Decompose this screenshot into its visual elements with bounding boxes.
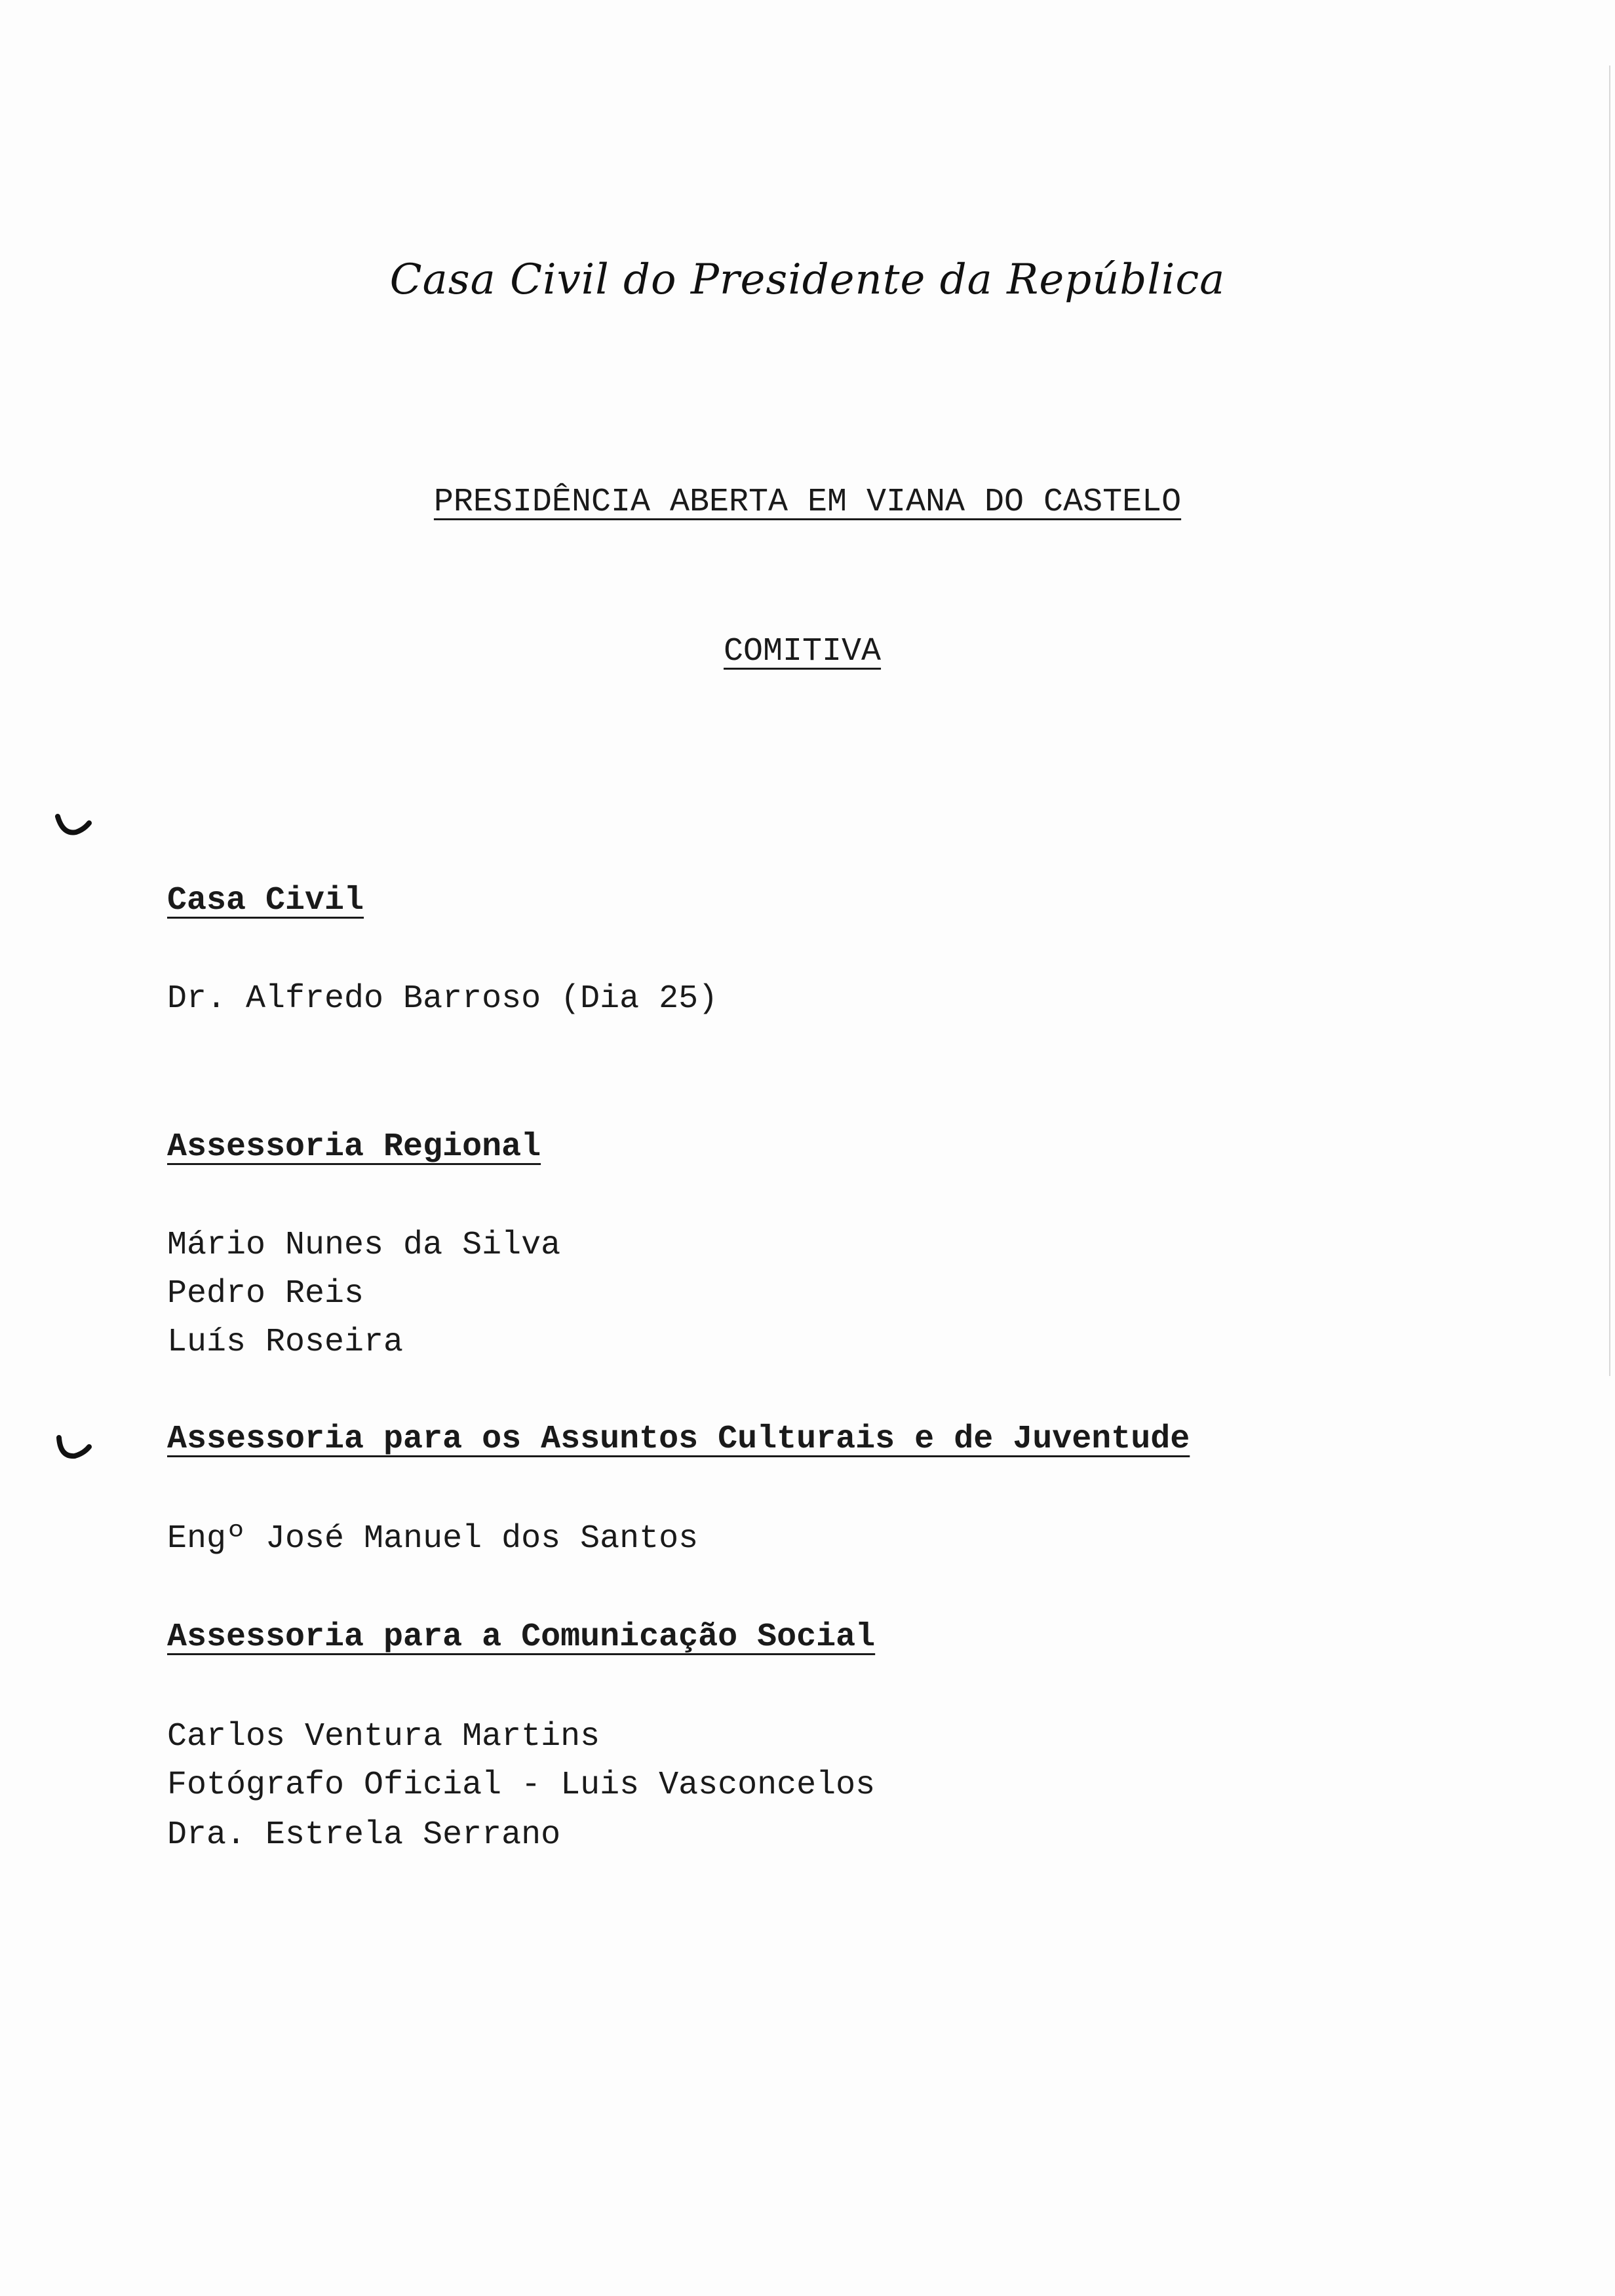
section-entry: Dr. Alfredo Barroso (Dia 25) xyxy=(167,980,718,1018)
document-title xyxy=(0,484,1615,521)
section-heading-assessoria-regional: Assessoria Regional xyxy=(167,1128,541,1166)
section-entry: Engº José Manuel dos Santos xyxy=(167,1520,699,1558)
section-entry: Fotógrafo Oficial - Luis Vasconcelos xyxy=(167,1767,876,1804)
section-heading-casa-civil: Casa Civil xyxy=(167,882,364,919)
letterhead: Casa Civil do Presidente da República xyxy=(389,256,1226,304)
section-entry: Mário Nunes da Silva xyxy=(167,1227,561,1264)
section-entry: Dra. Estrela Serrano xyxy=(167,1816,561,1854)
document-subtitle-text: COMITIVA xyxy=(724,633,882,670)
document-title-text: PRESIDÊNCIA ABERTA EM VIANA DO CASTELO xyxy=(433,484,1182,521)
check-mark-icon xyxy=(54,1435,93,1461)
section-entry: Luís Roseira xyxy=(167,1324,404,1361)
document-subtitle xyxy=(724,633,881,670)
section-entry: Carlos Ventura Martins xyxy=(167,1718,600,1755)
section-heading-comunicacao-social: Assessoria para a Comunicação Social xyxy=(167,1618,876,1656)
section-heading-assuntos-culturais: Assessoria para os Assuntos Culturais e de Juventude xyxy=(167,1421,1190,1458)
check-mark-icon xyxy=(54,813,93,839)
section-entry: Pedro Reis xyxy=(167,1275,364,1312)
